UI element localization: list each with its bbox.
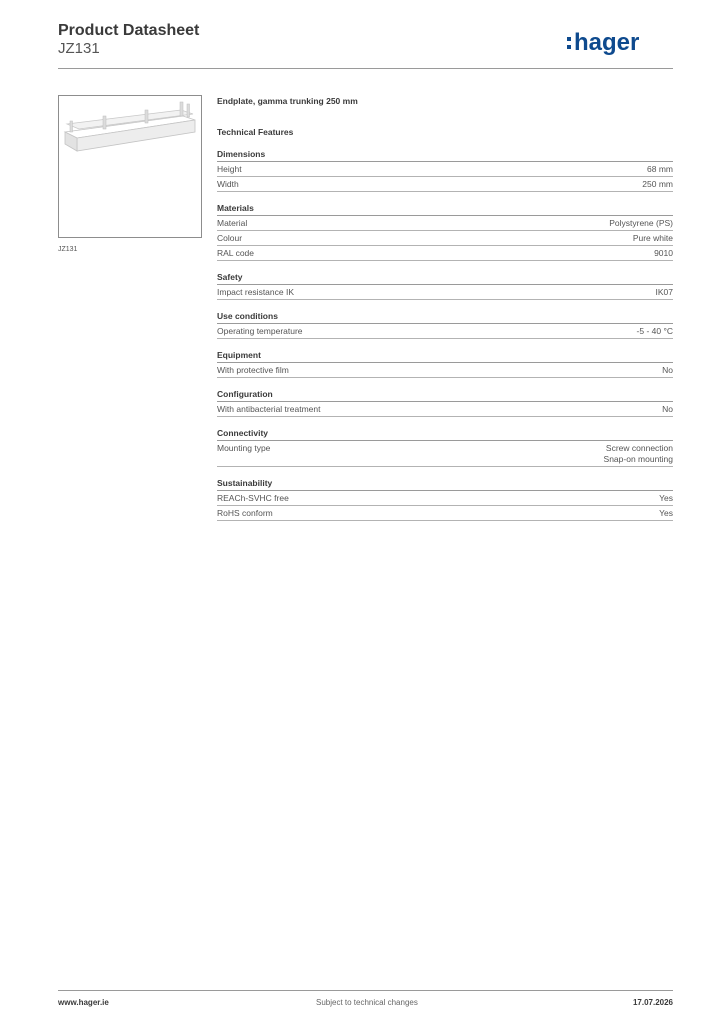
spec-value: No	[662, 404, 673, 414]
section-title: Use conditions	[217, 310, 673, 324]
image-caption: JZ131	[58, 246, 78, 253]
product-code: JZ131	[58, 40, 100, 57]
spec-value	[604, 443, 673, 465]
spec-value: 9010	[654, 248, 673, 258]
spec-value: IK07	[655, 287, 673, 297]
spec-row	[217, 324, 673, 339]
spec-row	[217, 246, 673, 261]
spec-value-line: Screw connection	[605, 443, 673, 453]
spec-value: No	[662, 365, 673, 375]
spec-label: Mounting type	[217, 443, 271, 453]
section-connectivity	[217, 427, 673, 467]
section-configuration	[217, 388, 673, 417]
technical-features-title: Technical Features	[217, 127, 294, 137]
spec-value: Polystyrene (PS)	[609, 218, 673, 228]
footer-website-link[interactable]: www.hager.ie	[58, 998, 109, 1007]
spec-label: Colour	[217, 233, 243, 243]
spec-label: RAL code	[217, 248, 255, 258]
section-title: Equipment	[217, 349, 673, 363]
spec-row	[217, 441, 673, 467]
section-safety	[217, 271, 673, 300]
spec-row	[217, 506, 673, 521]
section-title: Safety	[217, 271, 673, 285]
section-title: Configuration	[217, 388, 673, 402]
section-materials	[217, 202, 673, 261]
brand-wordmark: hager	[574, 29, 640, 56]
product-name: Endplate, gamma trunking 250 mm	[217, 96, 358, 106]
spec-row	[217, 402, 673, 417]
spec-label: Impact resistance IK	[217, 287, 295, 297]
spec-label: REACh-SVHC free	[217, 493, 289, 503]
section-sustainability	[217, 477, 673, 521]
section-title: Sustainability	[217, 477, 673, 491]
hager-logo	[566, 26, 674, 58]
footer-note: Subject to technical changes	[316, 998, 418, 1007]
spec-label: Width	[217, 179, 239, 189]
endplate-illustration	[59, 96, 201, 237]
spec-row	[217, 162, 673, 177]
spec-row	[217, 216, 673, 231]
product-image	[58, 95, 202, 238]
header-divider	[58, 68, 673, 69]
specification-column	[217, 95, 673, 531]
section-dimensions	[217, 148, 673, 192]
spec-row	[217, 491, 673, 506]
spec-label: With protective film	[217, 365, 289, 375]
section-title: Connectivity	[217, 427, 673, 441]
spec-value: -5 - 40 °C	[636, 326, 673, 336]
spec-label: Material	[217, 218, 248, 228]
spec-value: 68 mm	[647, 164, 673, 174]
spec-value-line: Snap-on mounting	[603, 454, 673, 464]
spec-value: Pure white	[632, 233, 673, 243]
spec-label: With antibacterial treatment	[217, 404, 321, 414]
page-title: Product Datasheet	[58, 22, 200, 39]
spec-value: Yes	[659, 493, 673, 503]
spec-value: 250 mm	[642, 179, 673, 189]
section-title: Materials	[217, 202, 673, 216]
spec-row	[217, 231, 673, 246]
spec-label: Operating temperature	[217, 326, 303, 336]
section-equipment	[217, 349, 673, 378]
section-use-conditions	[217, 310, 673, 339]
spec-row	[217, 285, 673, 300]
spec-value: Yes	[659, 508, 673, 518]
footer-date: 17.07.2026	[632, 998, 673, 1007]
spec-label: Height	[217, 164, 242, 174]
spec-row	[217, 363, 673, 378]
spec-row	[217, 177, 673, 192]
spec-label: RoHS conform	[217, 508, 273, 518]
section-title: Dimensions	[217, 148, 673, 162]
hager-logo-graphic	[566, 26, 674, 58]
footer-divider	[58, 990, 673, 991]
